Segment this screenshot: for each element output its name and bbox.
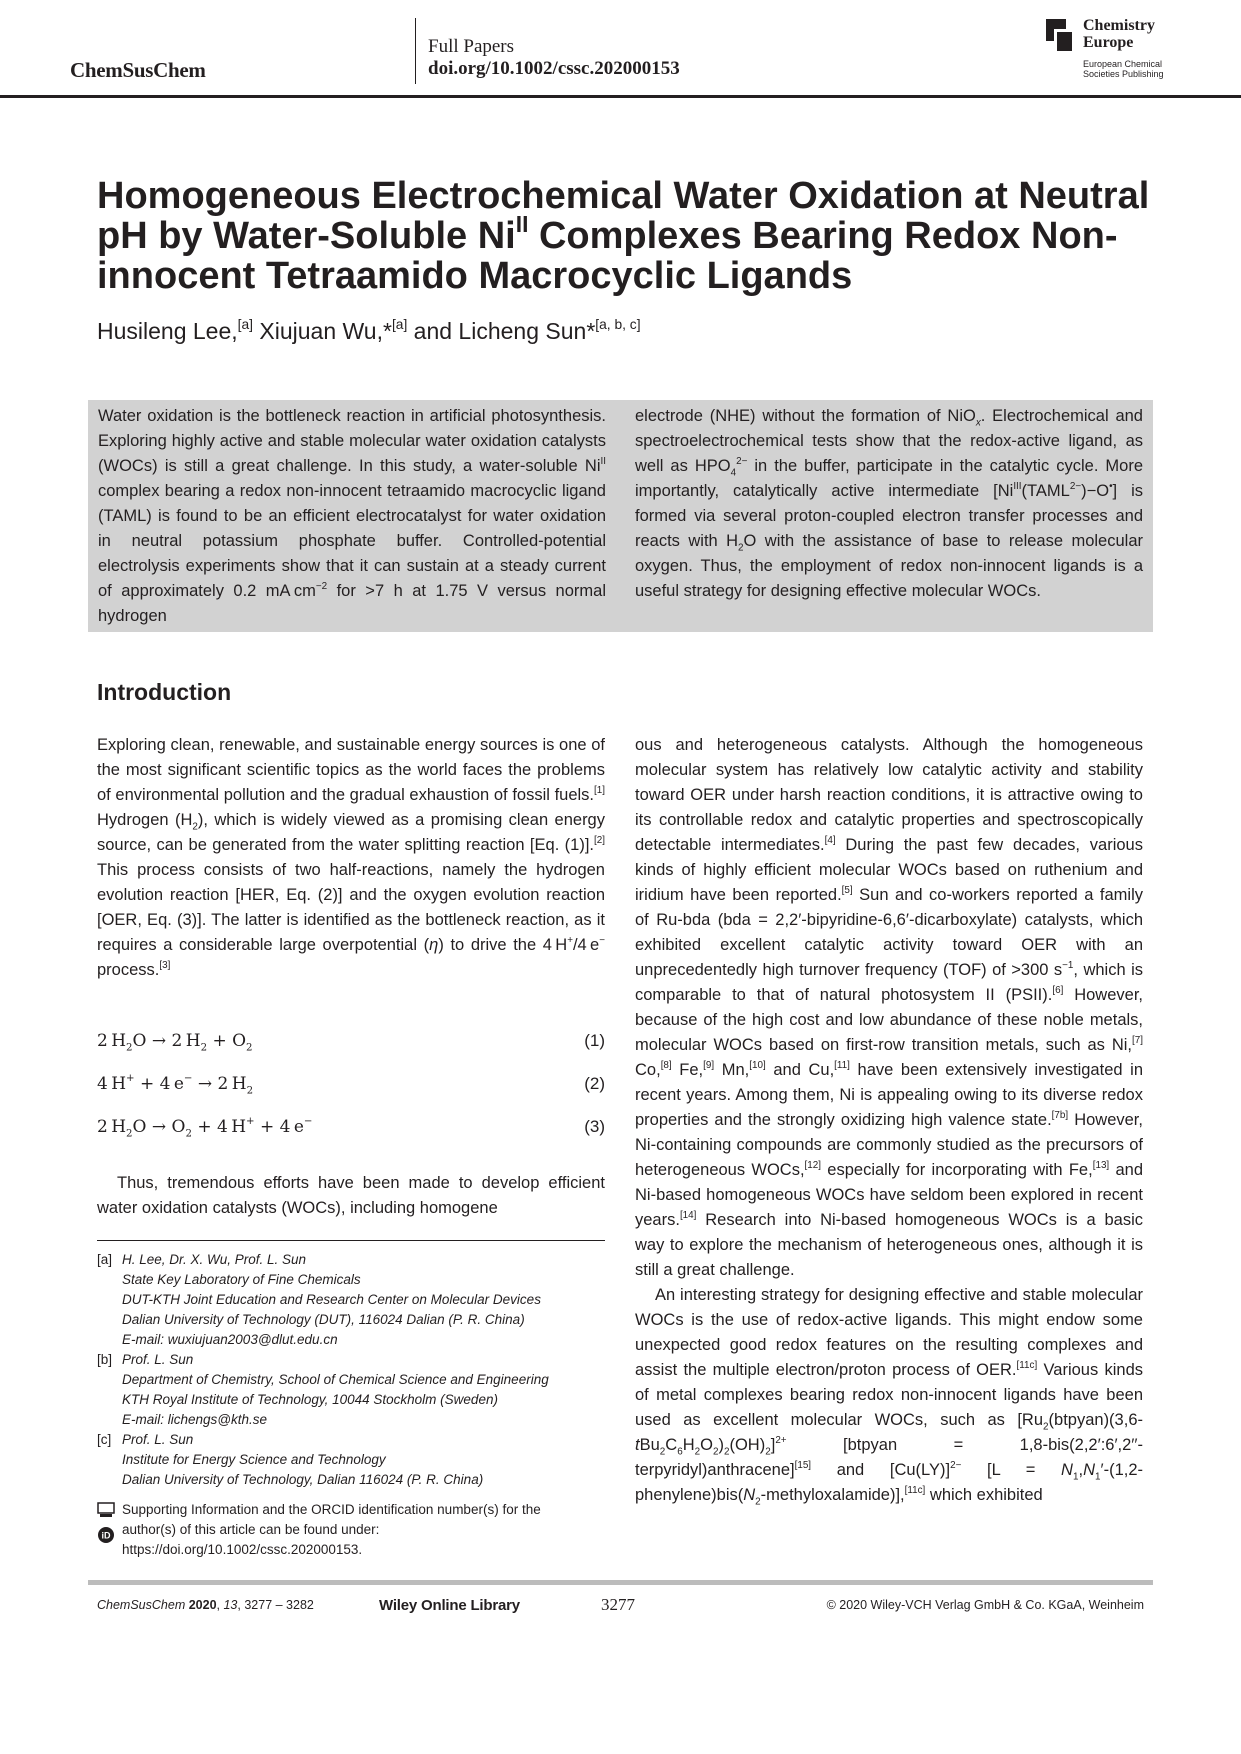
equation-2: 4 H+ + 4 e− → 2 $H_2$ (2) [97,1073,605,1097]
footer-journal: ChemSusChem [97,1598,186,1612]
affiliation-a-line: H. Lee, Dr. X. Wu, Prof. L. Sun [122,1252,307,1267]
logo-text-line2: Europe [1083,34,1134,51]
article-title [97,176,1157,296]
intro-right-column [635,733,1143,1508]
affiliation-a [97,1250,605,1350]
author-list [97,318,641,345]
equation-3: 2 $H_2O \to O_2 + 4$ H+ + 4 e− (3) [97,1116,605,1140]
page-header [0,0,1241,100]
affiliation-a-line: Dalian University of Technology (DUT), 116024 Dalian (P. R. China) [122,1312,525,1327]
affiliation-b-line: Prof. L. Sun [122,1352,194,1367]
equation-1: 2 $H_2O \to 2$ $H_2 + O_2$ (1) [97,1031,605,1054]
footer-year: 2020 [188,1598,217,1612]
author-3: and Licheng Sun* [407,318,596,344]
author-1-affil: [a] [237,316,253,332]
wiley-online-library-link[interactable]: Wiley Online Library [379,1597,520,1614]
author-1: Husileng Lee, [97,318,238,344]
footer-pages: , 3277 – 3282 [237,1598,314,1612]
affiliation-a-line: DUT-KTH Joint Education and Research Center on Molecular Devices [122,1292,541,1307]
introduction-heading: Introduction [97,679,232,705]
author-2-affil: [a] [391,316,408,332]
copyright: © 2020 Wiley-VCH Verlag GmbH & Co. KGaA, Weinheim [826,1598,1144,1612]
abstract-box [88,400,1153,632]
svg-text:iD: iD [101,1530,111,1541]
si-line: author(s) of this article can be found under: [122,1522,380,1537]
intro-paragraph-2-cont: ous and heterogeneous catalysts. Although the homogeneous molecular system has relatively low catalytic activity and stability toward OER under harsh reaction conditions, it is attractive owing to its controllable redox and catalytic properties and spectroscopically detectable intermediates.[4] During the past few decades, various kinds of highly efficient molecular WOCs based on ruthenium and iridium have been reported.[5] Sun and co-workers reported a family of Ru-bda (bda = 2,2′-bipyridine-6,6′-dicarboxylate) catalysts, which exhibited excellent catalytic activity toward OER with an unprecedentedly high turnover frequency (TOF) of >300 $s^{-1}$, which is comparable to that of natural photosystem II (PSII).[6] However, because of the high cost and low abundance of these noble metals, molecular WOCs based on first-row transition metals, such as Ni,[7] Co,[8] Fe,[9] Mn,[10] and Cu,[11] have been extensively investigated in recent years. Among them, Ni is appealing owing to its diverse redox properties and the strongly oxidizing high valence state.[7b] However, Ni-containing compounds are commonly studied as the precursors of heterogeneous WOCs,[12] especially for incorporating with Fe,[13] and Ni-based homogeneous WOCs have seldom been explored in recent years.[14] Research into Ni-based homogeneous WOCs is a basic way to explore the mechanism of heterogeneous ones, although it is still a great challenge. [635,736,1143,1279]
author-3-affil: [a, b, c] [595,316,641,332]
header-rule [0,95,1241,98]
affiliation-b [97,1350,605,1430]
logo-subtitle-line2: Societies Publishing [1083,69,1164,79]
intro-left-column-bottom [97,1171,605,1221]
title-text-2: Complexes Bearing Redox Non-innocent Tetraamido Macrocyclic Ligands [97,215,1118,297]
header-divider [415,18,416,84]
footer-rule [88,1580,1153,1585]
affiliation-a-line: State Key Laboratory of Fine Chemicals [122,1272,361,1287]
affiliation-b-line: KTH Royal Institute of Technology, 10044 Stockholm (Sweden) [122,1392,498,1407]
affiliation-a-email[interactable]: E-mail: wuxiujuan2003@dlut.edu.cn [122,1332,338,1347]
affiliation-c-tag: [c] [97,1432,112,1447]
affiliation-c [97,1430,605,1490]
equation-2-number: (2) [584,1074,605,1093]
author-2: Xiujuan Wu,* [253,318,392,344]
title-superscript: II [515,211,529,238]
abstract-right-column: electrode (NHE) without the formation of NiO$_x$. Electrochemical and spectroelectrochemical tests show that the redox-active ligand, as well as $HPO_4^{2-}$ in the buffer, participate in the catalytic cycle. More importantly, catalytically active intermediate $[Ni^{III}(TAML^{2-})-O^•]$ is formed via several proton-coupled electron transfer processes and reacts with $H_2O$ with the assistance of base to release molecular oxygen. Thus, the employment of redox non-innocent ligands is a useful strategy for designing effective molecular WOCs. [635,407,1143,600]
equation-1-number: (1) [584,1031,605,1050]
si-line: Supporting Information and the ORCID identification number(s) for the [122,1502,541,1517]
affiliation-c-line: Prof. L. Sun [122,1432,194,1447]
intro-left-column-top [97,733,605,983]
affiliation-b-email[interactable]: E-mail: lichengs@kth.se [122,1412,268,1427]
journal-name: ChemSusChem [70,58,206,82]
equation-3-number: (3) [584,1117,605,1136]
section-type: Full Papers [428,36,515,57]
affiliation-rule [97,1240,605,1241]
intro-paragraph-1: Exploring clean, renewable, and sustainable energy sources is one of the most significant scientific topics as the world faces the problems of environmental pollution and the gradual exhaustion of fossil fuels.[1] Hydrogen $(H_2)$, which is widely viewed as a promising clean energy source, can be generated from the water splitting reaction [Eq. (1)].[2] This process consists of two half-reactions, namely the hydrogen evolution reaction [HER, Eq. (2)] and the oxygen evolution reaction [OER, Eq. (3)]. The latter is identified as the bottleneck reaction, as it requires a considerable large overpotential (η) to drive the 4 H+/4 e− process.[3] [97,736,605,979]
affiliation-b-tag: [b] [97,1352,113,1367]
affiliation-c-line: Institute for Energy Science and Technology [122,1452,386,1467]
si-icons [97,1502,117,1544]
intro-paragraph-3: An interesting strategy for designing effective and stable molecular WOCs is the use of redox-active ligands. This might endow some unexpected good redox features on the resulting complexes and assist the multiple electron/proton process of OER.[11c] Various kinds of metal complexes bearing redox non-innocent ligands have been used as excellent molecular WOCs, such as $[Ru_2(btpyan)(3,6-tBu_2C_6H_2O_2)_2(OH)_2]^{2+}$ [btpyan = 1,8-bis(2,2′:6′,2′′-terpyridyl)anthracene][15] and $[Cu(LY)]^{2-}$ $[L = N_1,N_1'-(1,2-phenylene)bis(N_2-methyloxalamide)],[11c]$ which exhibited [635,1286,1143,1508]
logo-subtitle-line1: European Chemical [1083,59,1163,69]
chemistry-europe-logo-icon [1046,19,1076,53]
chemistry-europe-logo [1046,17,1196,83]
intro-paragraph-2: Thus, tremendous efforts have been made to develop efficient water oxidation catalysts (WOCs), including homogene [97,1174,605,1217]
monitor-icon [97,1502,115,1518]
affiliation-c-line: Dalian University of Technology, Dalian 116024 (P. R. China) [122,1472,484,1487]
supporting-information-note [97,1500,605,1560]
title-text-1: Homogeneous Electrochemical Water Oxidation at Neutral pH by Water-Soluble Ni [97,175,1150,257]
page-number: 3277 [601,1595,635,1614]
logo-subtitle [1083,59,1164,79]
affiliation-b-line: Department of Chemistry, School of Chemical Science and Engineering [122,1372,549,1387]
affiliation-a-tag: [a] [97,1252,113,1267]
footer-volume: 13 [223,1598,238,1612]
orcid-icon [97,1526,115,1544]
logo-text-line1: Chemistry [1083,17,1155,34]
si-doi-link[interactable]: https://doi.org/10.1002/cssc.202000153. [122,1542,363,1557]
abstract-left-column: Water oxidation is the bottleneck reaction in artificial photosynthesis. Exploring highly active and stable molecular water oxidation catalysts (WOCs) is still a great challenge. In this study, a water-soluble $Ni^{II}$ complex bearing a redox non-innocent tetraamido macrocyclic ligand (TAML) is found to be an efficient electrocatalyst for water oxidation in neutral potassium phosphate buffer. Controlled-potential electrolysis experiments show that it can sustain at a steady current of approximately 0.2 mA $cm^{-2}$ for >7 h at 1.75 V versus normal hydrogen [98,407,606,625]
footer-citation: ChemSusChem 2020, 13, 3277 – 3282 [97,1598,314,1612]
doi-link[interactable]: doi.org/10.1002/cssc.202000153 [428,58,680,79]
